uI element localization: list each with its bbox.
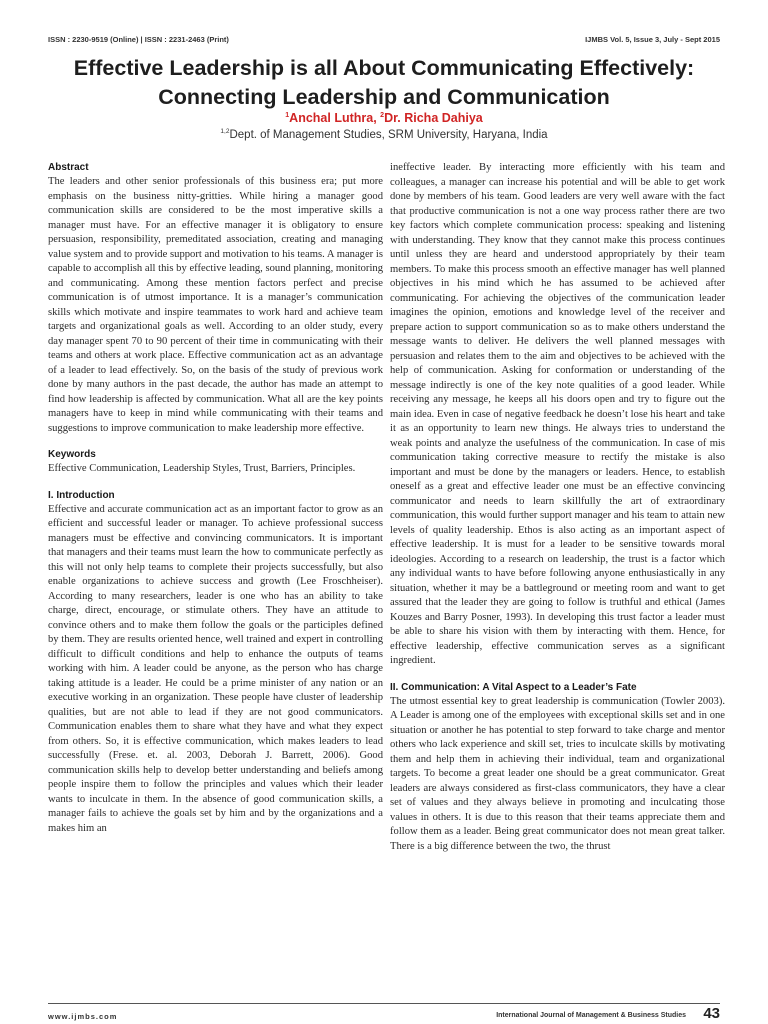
- page-number: 43: [703, 1005, 720, 1022]
- section-2-heading: II. Communication: A Vital Aspect to a Leader’s Fate: [390, 681, 637, 693]
- introduction-text-continued: ineffective leader. By interacting more efficiently with his team and colleagues, a manager can increase his potential and will be able to get work done by members of his team. Good leaders are very well aware with the fact that productive communication is not a one way process rather there are two key factors which complete communication process: speaking and listening with understanding. They know that they cannot make this process continues until unless they are heard and understood appropriately by their team members. To make this process smooth an effective manager has well planned objectives in his mind which he has assumed to be achieved after communicating. For achieving the objectives of the communication leader imagines the opinion, emotions and knowledge level of the receiver and prepare action to support communication so as to make others understand the message wants to deliver. He delivers the well planned messages with persuasion and relates them to the aim and objectives to be achieved with the help of communication. Asking for conformation or understanding of the message indirectly is one of the key note qualities of a good leader. While receiving any message, he keeps all his doors open and try to figure out the main idea. Even in case of negative feedback he doesn’t lose his heart and take it as an opportunity to learn new things. He always tries to understand the weak points and analyze the usefulness of the communication. In case of mis communication taking corrective measure to rectify the mistake is also important and must be done by the managers or leaders. Hence, to establish oneself as a great and effective leader one must be an effective convincing communicator and needs to learn skillfully the art of extraordinary communication, this would further support manager and his team to attain new levels of quality leadership. Ethos is also acting as an important aspect of effective leadership. It is must for a leader to be sensitive towards moral ideologies. According to a research on leadership, the trust is a factor which any individual wants to have before following anyone enthusiastically in any situation, whether it may be a battleground or meeting room and want to get assured that the leader they are going to follow is truthful and ethical (James Kouzes and Barry Posner, 1993). In developing this trust factor a leader must be able to share his vision with them by interacting with them. Hence, for effective leadership, effective communication serves as a significant ingredient.: [390, 162, 725, 666]
- abstract-text: The leaders and other senior professionals of this business era; put more emphasis on the business nitty-gritties. While hiring a manager good communication skills are considered to be the most imperative skills a manager must have. For an effective manager it is obligatory to ensure persuasion, responsibility, premeditated association, creating and managing value system and to provide support and motivation to his teams. A manager is capable to accomplish all this by effective leading, sound planning, monitoring and communicating. Among these mention factors perfect and precise communication is of utmost importance. It is a manager’s communication skills which motivate and inspire teammates to work hard and achieve team targets and organizational goals as well. According to an older study, every day manager spent 70 to 90 percent of their time in communicating with their teams and others at work place. Effective communication act as an advantage of a leader to lead effectively. So, on the basis of the study of previous work done by many authors in the past decade, the author has made an attempt to find how leadership is affected by communication. What all are the key points managers have to keep in mind while communicating with their teams and suggestions to improve communication to make leadership more effective.: [48, 176, 383, 434]
- author-2-sup: 2: [380, 111, 385, 119]
- footer-journal: International Journal of Management & Business Studies: [496, 1012, 686, 1019]
- paper-title: Effective Leadership is all About Communicating Effectively: Connecting Leadership and Communication: [73, 56, 695, 109]
- keywords-text: Effective Communication, Leadership Styles, Trust, Barriers, Principles.: [48, 463, 356, 474]
- author-line: [0, 111, 768, 125]
- section-2-text: The utmost essential key to great leadership is communication (Towler 2003). A Leader is among one of the employees with exceptional skills set and in one situation or another he has potential to step forward to take charge and mentor others who lack experience and skill set, tries to inculcate skills by motivating them and help them in achieving their individual, team and organizational targets. To become a great leader one should be a great communicator. Great leaders are always considered as first-class communicators, they have a clear set of values and they always believe in promoting and inculcating those values in others. It is due to this reason that their teams appreciate them and follow them as a leader. Being great communicator does not mean great talker. There is a big difference between the two, the thrust: [390, 695, 725, 852]
- affiliation-text: Dept. of Management Studies, SRM University, Haryana, India: [229, 128, 548, 141]
- keywords-heading: Keywords: [48, 449, 96, 460]
- page-footer: [48, 1003, 720, 1024]
- footer-url: www.ijmbs.com: [48, 1012, 118, 1021]
- author-1-sup: 1: [285, 111, 290, 119]
- introduction-text: Effective and accurate communication act as an important factor to grow as an efficient and successful leader or manager. To achieve professional success managers must be effective and convincing communicators. It is important that managers and their teams must learn the how to communicate perfectly as this will not only help teams to complete their projects successfully, but also enable organizations to achieve success and growth (Lee Froschheiser). According to many researchers, leader is one who has an ability to take charge, direct, encourage, or stimulate others. They have an attitude to convince others and to make them follow the goals or the participles defined by them. They are results oriented hence, well trained and expert in controlling difficult to difficult conditions and help to enhance the outputs of teams working with him. A leader could be anyone, as the person who has charge taking attitude is a leader. He could be a prime minister of any nation or an executive working in an organization. These people have cluster of leadership qualities, but are not able to lead if they are not good communicators. Communication enables them to share what they have and what they expect from others. So, it is effective communication, which makes leaders to lead successfully (Frese. et. al. 2003, Deborah J. Barrett, 2006). Good communication skills help to develop better understanding and beliefs among people inspire them to follow the principles and values which their leader wants to inculcate in them. In the absence of good communication skills, a manager fails to achieve the goals set by him and by the organizations and a makes him an: [48, 503, 383, 834]
- author-1-name: Anchal Luthra,: [289, 111, 377, 125]
- right-column: [390, 161, 725, 936]
- left-column: [48, 161, 383, 936]
- abstract-heading: Abstract: [48, 162, 89, 173]
- affiliation-sup: 1,2: [220, 128, 230, 135]
- introduction-heading: I. Introduction: [48, 489, 115, 501]
- author-2-name: Dr. Richa Dahiya: [384, 111, 483, 125]
- affiliation: [0, 128, 768, 141]
- issn-header: ISSN : 2230-9519 (Online) | ISSN : 2231-2463 (Print): [48, 35, 229, 44]
- volume-header: IJMBS Vol. 5, Issue 3, July - Sept 2015: [585, 35, 720, 44]
